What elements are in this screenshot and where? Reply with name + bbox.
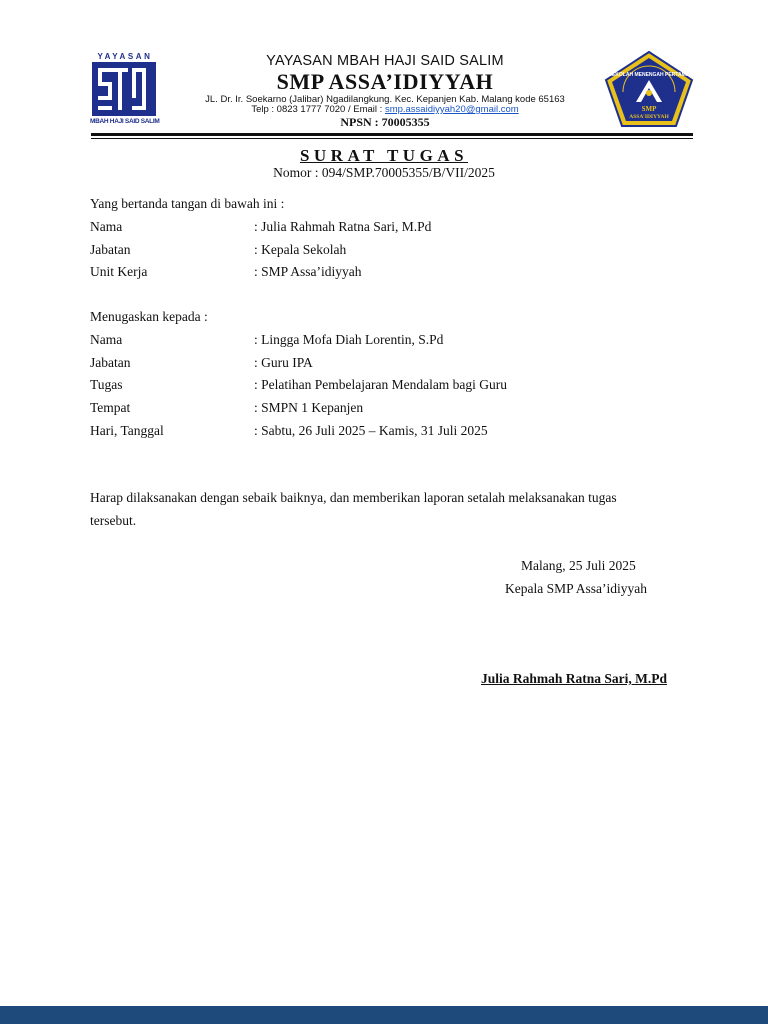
assignee-name-label: Nama: [90, 332, 123, 347]
badge-arc-text: SEKOLAH MENENGAH PERTAMA: [608, 72, 690, 78]
logo-bottom-text: MBAH HAJI SAID SALIM: [90, 118, 160, 125]
assignee-place-value: : SMPN 1 Kepanjen: [254, 400, 364, 415]
signer-unit-label: Unit Kerja: [90, 264, 148, 279]
signer-name-label: Nama: [90, 219, 123, 234]
foundation-logo: [90, 52, 160, 128]
header-divider-thin: [91, 138, 693, 139]
phone-text: Telp : 0823 1777 7020 / Email :: [251, 104, 385, 115]
assignee-date-value: : Sabtu, 26 Juli 2025 – Kamis, 31 Juli 2025: [254, 423, 488, 438]
signer-name-value: : Julia Rahmah Ratna Sari, M.Pd: [254, 219, 432, 234]
assignee-date-label: Hari, Tanggal: [90, 423, 164, 438]
closing-line-1: Harap dilaksanakan dengan sebaik baiknya, dan memberikan laporan setalah melaksanakan tugas: [90, 490, 617, 505]
signer-position-label: Jabatan: [90, 242, 131, 257]
foundation-emblem-icon: [92, 62, 156, 116]
signer-title: Kepala SMP Assa’idiyyah: [505, 581, 647, 596]
place-date: Malang, 25 Juli 2025: [521, 558, 636, 573]
assignee-place-label: Tempat: [90, 400, 131, 415]
badge-school-text: ASSA'IDIYYAH: [629, 114, 669, 120]
email-link[interactable]: smp.assaidiyyah20@gmail.com: [384, 104, 519, 115]
assign-intro-text: Menugaskan kepada :: [90, 309, 208, 324]
letter-title: SURAT TUGAS: [299, 146, 469, 165]
closing-line-2: tersebut.: [90, 513, 137, 528]
school-name: SMP ASSA’IDIYYAH: [276, 69, 494, 94]
intro-text: Yang bertanda tangan di bawah ini :: [90, 196, 285, 211]
assignee-name-value: : Lingga Mofa Diah Lorentin, S.Pd: [254, 332, 444, 347]
assignee-task-value: : Pelatihan Pembelajaran Mendalam bagi Guru: [254, 377, 508, 392]
foundation-name: YAYASAN MBAH HAJI SAID SALIM: [266, 53, 504, 69]
letter-number: Nomor : 094/SMP.70005355/B/VII/2025: [273, 165, 495, 180]
logo-top-text: YAYASAN: [97, 52, 153, 61]
signer-position-value: : Kepala Sekolah: [254, 242, 347, 257]
assignee-task-label: Tugas: [90, 377, 123, 392]
assignee-position-value: : Guru IPA: [254, 355, 313, 370]
school-badge: [603, 50, 695, 128]
badge-smp-text: SMP: [641, 105, 657, 113]
footer-bar: [0, 1006, 768, 1024]
school-badge-icon: [603, 50, 695, 128]
assignee-position-label: Jabatan: [90, 355, 131, 370]
closing-paragraph: [90, 486, 690, 532]
signer-unit-value: : SMP Assa’idiyyah: [254, 264, 362, 279]
school-address: JL. Dr. Ir. Soekarno (Jalibar) Ngadilangkung. Kec. Kepanjen Kab. Malang kode 65163: [205, 94, 565, 105]
npsn: NPSN : 70005355: [340, 115, 430, 129]
signatory-name: Julia Rahmah Ratna Sari, M.Pd: [481, 671, 668, 686]
header-divider-thick: [91, 133, 693, 136]
school-contact: [170, 104, 600, 115]
